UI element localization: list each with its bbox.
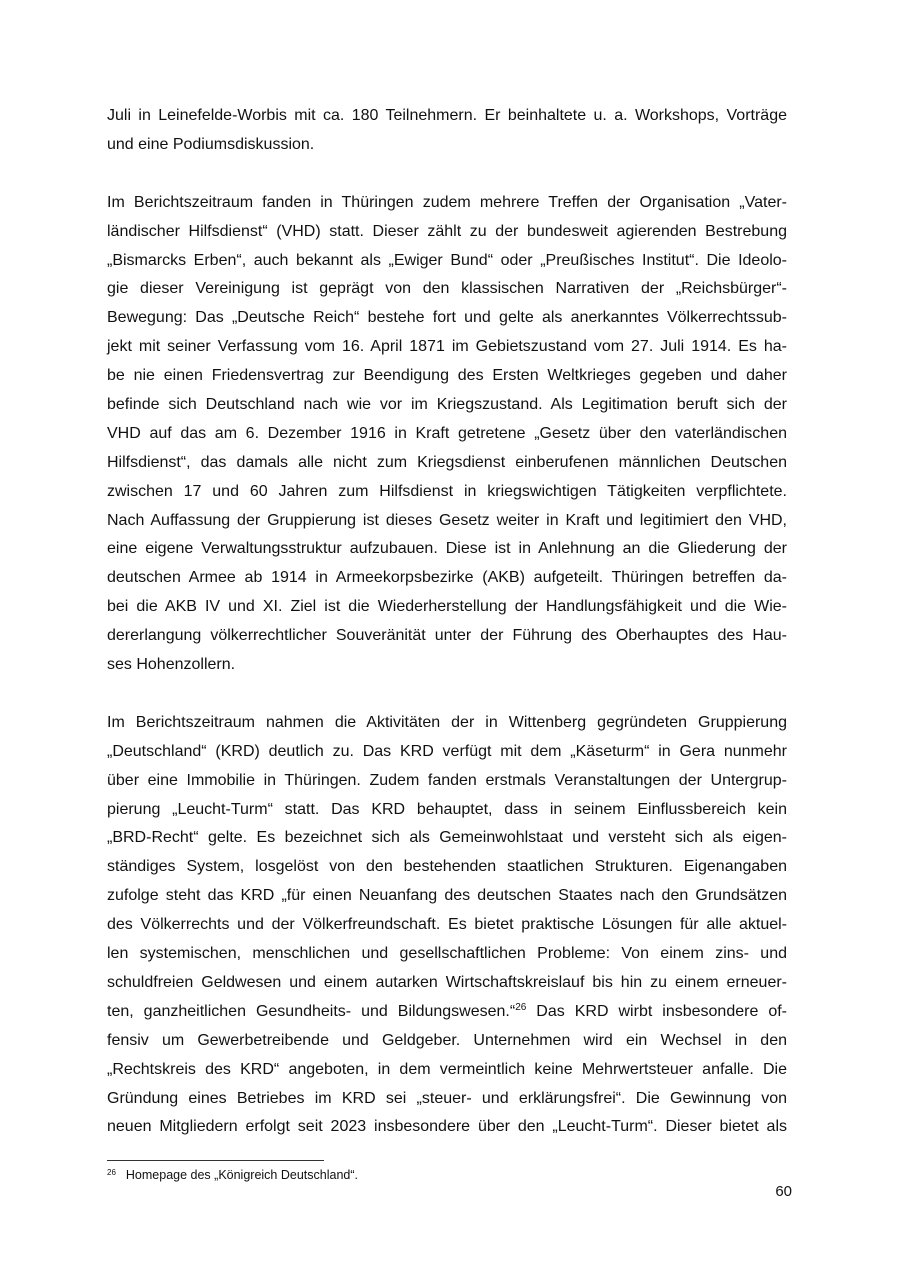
text-line: Nach Auffassung der Gruppierung ist dieses Gesetz weiter in Kraft und legitimiert den VHD, [107, 511, 787, 529]
footnote-divider [107, 1160, 324, 1161]
text-line: neuen Mitgliedern erfolgt seit 2023 insbesondere über den „Leucht-Turm“. Dieser bietet als [107, 1118, 787, 1136]
paragraph [107, 102, 787, 160]
text-line: und eine Podiumsdiskussion. [107, 135, 315, 153]
text-line: schuldfreien Geldwesen und einem autarken Wirtschaftskreislauf bis hin zu einem erneuer- [107, 973, 787, 991]
footnote-reference[interactable]: 26 [515, 1001, 527, 1013]
text-line: fensiv um Gewerbetreibende und Geldgeber. Unternehmen wird ein Wechsel in den [107, 1031, 787, 1049]
text-line: des Völkerrechts und der Völkerfreundschaft. Es bietet praktische Lösungen für alle aktuel- [107, 916, 787, 934]
text-line: zwischen 17 und 60 Jahren zum Hilfsdienst in kriegswichtigen Tätigkeiten verpflichtete. [107, 482, 787, 500]
text-line: Hilfsdienst“, das damals alle nicht zum Kriegsdienst einberufenen männlichen Deutschen [107, 453, 787, 471]
text-line: bei die AKB IV und XI. Ziel ist die Wiederherstellung der Handlungsfähigkeit und die Wie- [107, 598, 787, 616]
text-line: gie dieser Vereinigung ist geprägt von den klassischen Narrativen der „Reichsbürger“- [107, 280, 787, 298]
text-line: jekt mit seiner Verfassung vom 16. April 1871 im Gebietszustand vom 27. Juli 1914. Es ha- [107, 338, 787, 356]
text-line: ständiges System, losgelöst von den bestehenden staatlichen Strukturen. Eigenangaben [107, 858, 787, 876]
text-line: dererlangung völkerrechtlicher Souveränität unter der Führung des Oberhauptes des Hau- [107, 627, 787, 645]
text-line: Gründung eines Betriebes im KRD sei „steuer- und erklärungsfrei“. Die Gewinnung von [107, 1089, 787, 1107]
text-line: über eine Immobilie in Thüringen. Zudem fanden erstmals Veranstaltungen der Untergrup- [107, 771, 787, 789]
page-number: 60 [775, 1183, 792, 1200]
footnote-text: Homepage des „Königreich Deutschland“. [125, 1168, 358, 1182]
text-fragment: Das KRD wirbt insbesondere of- [526, 1002, 787, 1020]
footnote [107, 1167, 358, 1183]
text-line: Bewegung: Das „Deutsche Reich“ bestehe fort und gelte als anerkanntes Völkerrechtssub- [107, 309, 787, 327]
text-line: Im Berichtszeitraum nahmen die Aktivitäten der in Wittenberg gegründeten Gruppierung [107, 713, 787, 731]
paragraph [107, 709, 787, 1142]
text-line: ses Hohenzollern. [107, 656, 236, 674]
text-line: deutschen Armee ab 1914 in Armeekorpsbezirke (AKB) aufgeteilt. Thüringen betreffen da- [107, 569, 787, 587]
text-line: „BRD-Recht“ gelte. Es bezeichnet sich als Gemeinwohlstaat und versteht sich als eigen- [107, 829, 787, 847]
paragraph [107, 189, 787, 680]
text-line: len systemischen, menschlichen und gesellschaftlichen Probleme: Von einem zins- und [107, 945, 787, 963]
text-line: Juli in Leinefelde-Worbis mit ca. 180 Teilnehmern. Er beinhaltete u. a. Workshops, Vorträge [107, 107, 787, 124]
footnote-number: 26 [107, 1168, 116, 1177]
paragraph-gap [107, 680, 787, 709]
text-line: VHD auf das am 6. Dezember 1916 in Kraft getretene „Gesetz über den vaterländischen [107, 424, 787, 442]
text-line: „Deutschland“ (KRD) deutlich zu. Das KRD verfügt mit dem „Käseturm“ in Gera nunmehr [107, 742, 787, 760]
text-line: be nie einen Friedensvertrag zur Beendigung des Ersten Weltkrieges gegeben und daher [107, 367, 787, 385]
paragraph-gap [107, 160, 787, 189]
body-text [107, 102, 787, 1142]
text-line: zufolge steht das KRD „für einen Neuanfang des deutschen Staates nach den Grundsätzen [107, 887, 787, 905]
text-line: pierung „Leucht-Turm“ statt. Das KRD behauptet, dass in seinem Einflussbereich kein [107, 800, 787, 818]
text-line: „Rechtskreis des KRD“ angeboten, in dem vermeintlich keine Mehrwertsteuer anfalle. Die [107, 1060, 787, 1078]
text-line: „Bismarcks Erben“, auch bekannt als „Ewiger Bund“ oder „Preußisches Institut“. Die Ideolo- [107, 251, 787, 269]
text-line: ländischer Hilfsdienst“ (VHD) statt. Dieser zählt zu der bundesweit agierenden Bestrebung [107, 222, 787, 240]
text-fragment: ten, ganzheitlichen Gesundheits- und Bildungswesen.“ [107, 1002, 516, 1020]
text-line: Im Berichtszeitraum fanden in Thüringen zudem mehrere Treffen der Organisation „Vater- [107, 193, 787, 211]
text-line-with-footnote-ref [107, 998, 787, 1027]
text-line: eine eigene Verwaltungsstruktur aufzubauen. Diese ist in Anlehnung an die Gliederung der [107, 540, 787, 558]
text-line: befinde sich Deutschland nach wie vor im Kriegszustand. Als Legitimation beruft sich der [107, 396, 787, 414]
